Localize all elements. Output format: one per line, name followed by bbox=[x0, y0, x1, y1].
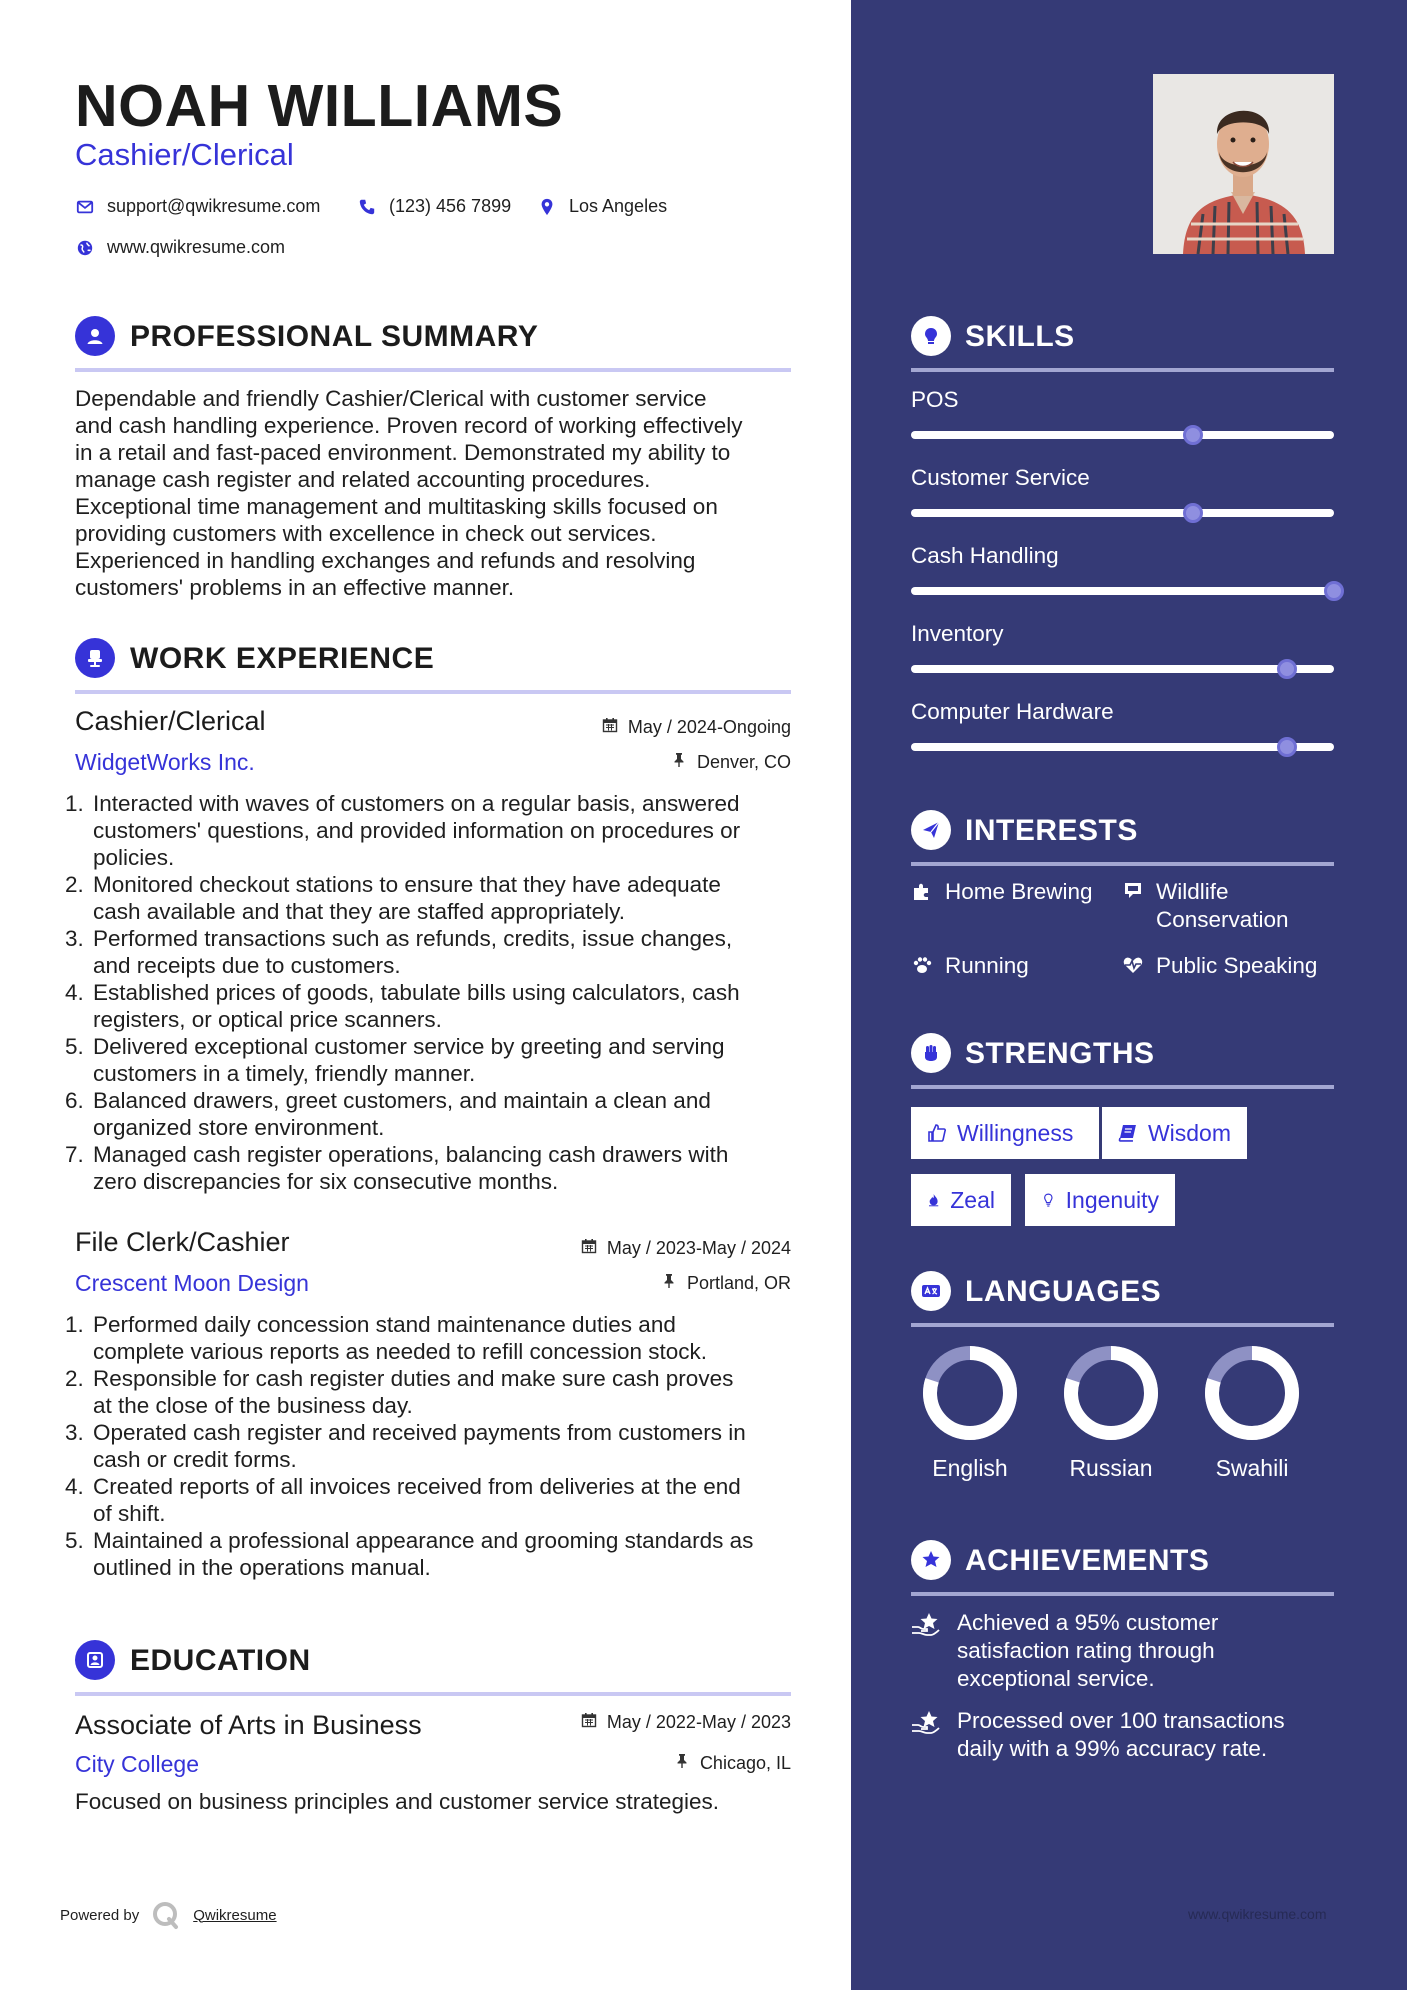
list-line: Managed cash register operations, balancing cash drawers with bbox=[93, 1142, 729, 1167]
list-line: customers in a timely, friendly manner. bbox=[93, 1061, 476, 1086]
summary-line: Experienced in handling exchanges and refunds and resolving bbox=[75, 548, 696, 573]
skill-level-knob bbox=[1183, 425, 1203, 445]
candidate-name: NOAH WILLIAMS bbox=[75, 73, 564, 139]
list-line: complete various reports as needed to refill concession stock. bbox=[93, 1339, 708, 1364]
interest-line: Conservation bbox=[1156, 907, 1289, 932]
language-item bbox=[1197, 1345, 1307, 1482]
list-number: 3. bbox=[65, 1420, 84, 1445]
interest-line: Public Speaking bbox=[1156, 953, 1318, 978]
contact-phone[interactable] bbox=[357, 196, 511, 217]
job-dates bbox=[602, 717, 791, 738]
language-item bbox=[915, 1345, 1025, 1482]
list-line: cash available and that they are staffed appropriately. bbox=[93, 899, 626, 924]
contact-location bbox=[537, 196, 667, 217]
dates-text: May / 2024-Ongoing bbox=[627, 717, 791, 737]
footer-website[interactable]: www.qwikresume.com bbox=[1188, 1906, 1327, 1922]
interest-label bbox=[1156, 878, 1289, 934]
languages-section-header bbox=[911, 1271, 1334, 1327]
language-name: Swahili bbox=[1215, 1455, 1289, 1481]
list-item bbox=[65, 1473, 795, 1527]
graduate-icon bbox=[75, 1640, 115, 1680]
profile-photo bbox=[1153, 74, 1334, 254]
job-title: Cashier/Clerical bbox=[75, 706, 266, 736]
phone-icon bbox=[357, 197, 377, 217]
list-item bbox=[65, 790, 795, 871]
list-line: and receipts due to customers. bbox=[93, 953, 401, 978]
job-location bbox=[661, 1273, 791, 1294]
strengths-section-header bbox=[911, 1033, 1334, 1089]
language-name: English bbox=[932, 1455, 1008, 1481]
qwikresume-logo-icon bbox=[151, 1900, 181, 1930]
summary-text bbox=[75, 385, 791, 601]
list-item bbox=[65, 1419, 795, 1473]
education-section-header bbox=[75, 1640, 791, 1696]
interest-line: Wildlife bbox=[1156, 879, 1229, 904]
calendar-icon bbox=[581, 1712, 597, 1733]
list-number: 4. bbox=[65, 980, 84, 1005]
list-number: 1. bbox=[65, 791, 84, 816]
candidate-title: Cashier/Clerical bbox=[75, 137, 294, 172]
skill-level-bar bbox=[911, 665, 1334, 673]
list-line: Performed transactions such as refunds, credits, issue changes, bbox=[93, 926, 733, 951]
thumbs-up-icon bbox=[927, 1123, 947, 1143]
list-line: Created reports of all invoices received from deliveries at the end bbox=[93, 1474, 741, 1499]
skill-name: Customer Service bbox=[911, 465, 1090, 490]
education-heading: EDUCATION bbox=[130, 1644, 311, 1677]
list-line: cash or credit forms. bbox=[93, 1447, 297, 1472]
flag-icon bbox=[1122, 880, 1144, 902]
location-text: Chicago, IL bbox=[699, 1753, 791, 1773]
hand-star-icon bbox=[911, 1709, 943, 1735]
skill-level-bar bbox=[911, 509, 1334, 517]
location-text: Los Angeles bbox=[569, 196, 668, 216]
achievement-item bbox=[911, 1707, 1334, 1763]
list-line: zero discrepancies for six consecutive months. bbox=[93, 1169, 559, 1194]
interest-label bbox=[945, 952, 1029, 980]
strength-chip bbox=[1025, 1174, 1175, 1226]
strengths-divider bbox=[911, 1085, 1334, 1089]
school-name: City College bbox=[75, 1751, 199, 1777]
achievement-item bbox=[911, 1609, 1334, 1693]
achievement-line: Processed over 100 transactions bbox=[957, 1708, 1285, 1733]
list-line: Established prices of goods, tabulate bills using calculators, cash bbox=[93, 980, 740, 1005]
interests-section-header bbox=[911, 810, 1334, 866]
list-line: Operated cash register and received payments from customers in bbox=[93, 1420, 746, 1445]
job-title: File Clerk/Cashier bbox=[75, 1227, 290, 1257]
skill-name: Cash Handling bbox=[911, 543, 1059, 568]
language-name: Russian bbox=[1069, 1455, 1153, 1481]
skills-heading: SKILLS bbox=[965, 320, 1075, 353]
pushpin-icon bbox=[674, 1753, 690, 1774]
skill-level-knob bbox=[1277, 737, 1297, 757]
strength-label: Willingness bbox=[957, 1119, 1074, 1146]
education-description: Focused on business principles and customer service strategies. bbox=[75, 1789, 720, 1814]
list-line: Balanced drawers, greet customers, and maintain a clean and bbox=[93, 1088, 711, 1113]
book-icon bbox=[1118, 1123, 1138, 1143]
powered-by[interactable] bbox=[60, 1900, 277, 1930]
list-line: outlined in the operations manual. bbox=[93, 1555, 431, 1580]
job-responsibilities bbox=[65, 790, 795, 1195]
achievements-section-header bbox=[911, 1540, 1334, 1596]
website-text: www.qwikresume.com bbox=[107, 237, 286, 257]
paw-icon bbox=[911, 954, 933, 976]
summary-divider bbox=[75, 368, 791, 372]
list-line: registers, or optical price scanners. bbox=[93, 1007, 442, 1032]
puzzle-icon bbox=[911, 880, 933, 902]
lightbulb-icon bbox=[911, 316, 951, 356]
calendar-icon bbox=[581, 1238, 597, 1259]
list-line: customers' questions, and provided information on procedures or bbox=[93, 818, 741, 843]
skills-divider bbox=[911, 368, 1334, 372]
list-item bbox=[65, 1087, 795, 1141]
strength-label: Wisdom bbox=[1147, 1119, 1231, 1146]
list-number: 3. bbox=[65, 926, 84, 951]
achievement-text bbox=[957, 1707, 1285, 1763]
skill-name: Inventory bbox=[911, 621, 1004, 646]
fist-icon bbox=[911, 1033, 951, 1073]
calendar-icon bbox=[602, 717, 618, 738]
list-item bbox=[65, 1365, 795, 1419]
list-line: of shift. bbox=[93, 1501, 166, 1526]
summary-line: and cash handling experience. Proven record of working effectively bbox=[75, 413, 743, 438]
list-item bbox=[65, 1311, 795, 1365]
education-location bbox=[674, 1753, 791, 1774]
phone-text: (123) 456 7899 bbox=[389, 196, 512, 216]
location-text: Portland, OR bbox=[686, 1273, 791, 1293]
skill-level-bar bbox=[911, 431, 1334, 439]
list-number: 6. bbox=[65, 1088, 84, 1113]
skills-section-header bbox=[911, 316, 1334, 372]
user-icon bbox=[75, 316, 115, 356]
pushpin-icon bbox=[671, 752, 687, 773]
powered-by-label: Powered by bbox=[60, 1906, 140, 1924]
strength-chip bbox=[1102, 1107, 1247, 1159]
achievement-text bbox=[957, 1609, 1218, 1693]
email-text: support@qwikresume.com bbox=[107, 196, 321, 216]
dates-text: May / 2023-May / 2024 bbox=[606, 1238, 791, 1258]
company-name: Crescent Moon Design bbox=[75, 1270, 309, 1296]
achievement-line: Achieved a 95% customer bbox=[957, 1610, 1219, 1635]
skill-level-bar bbox=[911, 743, 1334, 751]
strengths-heading: STRENGTHS bbox=[965, 1037, 1155, 1070]
summary-line: Exceptional time management and multitasking skills focused on bbox=[75, 494, 718, 519]
experience-heading: WORK EXPERIENCE bbox=[130, 642, 435, 675]
achievement-line: exceptional service. bbox=[957, 1666, 1155, 1691]
experience-divider bbox=[75, 690, 791, 694]
list-item bbox=[65, 1033, 795, 1087]
language-level-ring bbox=[1063, 1345, 1159, 1441]
globe-icon bbox=[75, 238, 95, 258]
list-item bbox=[65, 1141, 795, 1195]
paper-plane-icon bbox=[911, 810, 951, 850]
list-line: Maintained a professional appearance and grooming standards as bbox=[93, 1528, 754, 1553]
map-pin-icon bbox=[537, 197, 557, 217]
job-location bbox=[671, 752, 791, 773]
job-dates bbox=[581, 1238, 791, 1259]
summary-line: Dependable and friendly Cashier/Clerical with customer service bbox=[75, 386, 707, 411]
location-text: Denver, CO bbox=[696, 752, 791, 772]
language-level-ring bbox=[922, 1345, 1018, 1441]
company-name: WidgetWorks Inc. bbox=[75, 749, 255, 775]
strength-label: Zeal bbox=[950, 1186, 995, 1213]
list-number: 4. bbox=[65, 1474, 84, 1499]
list-line: Monitored checkout stations to ensure that they have adequate bbox=[93, 872, 721, 897]
skill-name: Computer Hardware bbox=[911, 699, 1114, 724]
hand-star-icon bbox=[911, 1611, 943, 1637]
contact-email[interactable] bbox=[75, 196, 320, 217]
skill-level-knob bbox=[1183, 503, 1203, 523]
list-number: 2. bbox=[65, 1366, 84, 1391]
achievements-divider bbox=[911, 1592, 1334, 1596]
summary-line: providing customers with excellence in check out services. bbox=[75, 521, 657, 546]
interest-line: Home Brewing bbox=[945, 879, 1093, 904]
skill-level-knob bbox=[1277, 659, 1297, 679]
list-line: at the close of the business day. bbox=[93, 1393, 413, 1418]
contact-website[interactable] bbox=[75, 237, 285, 258]
list-line: Performed daily concession stand maintenance duties and bbox=[93, 1312, 676, 1337]
star-badge-icon bbox=[911, 1540, 951, 1580]
skill-level-knob bbox=[1324, 581, 1344, 601]
list-item bbox=[65, 1527, 795, 1581]
interest-label bbox=[945, 878, 1093, 906]
briefcase-chair-icon bbox=[75, 638, 115, 678]
education-divider bbox=[75, 1692, 791, 1696]
interest-item bbox=[911, 952, 1029, 980]
interest-item bbox=[911, 878, 1093, 906]
flame-icon bbox=[927, 1190, 940, 1210]
interest-line: Running bbox=[945, 953, 1029, 978]
list-line: Responsible for cash register duties and make sure cash proves bbox=[93, 1366, 734, 1391]
list-item bbox=[65, 925, 795, 979]
interest-item bbox=[1122, 878, 1289, 934]
strength-chip bbox=[911, 1107, 1099, 1159]
list-line: organized store environment. bbox=[93, 1115, 385, 1140]
heartbeat-icon bbox=[1122, 954, 1144, 976]
dates-text: May / 2022-May / 2023 bbox=[606, 1712, 791, 1732]
list-item bbox=[65, 979, 795, 1033]
languages-heading: LANGUAGES bbox=[965, 1275, 1162, 1308]
translate-icon bbox=[911, 1271, 951, 1311]
list-number: 2. bbox=[65, 872, 84, 897]
interest-label bbox=[1156, 952, 1317, 980]
list-line: Delivered exceptional customer service by greeting and serving bbox=[93, 1034, 725, 1059]
language-item bbox=[1056, 1345, 1166, 1482]
summary-line: in a retail and fast-paced environment. Demonstrated my ability to bbox=[75, 440, 731, 465]
skill-level-bar bbox=[911, 587, 1334, 595]
interests-heading: INTERESTS bbox=[965, 814, 1138, 847]
summary-line: manage cash register and related accounting procedures. bbox=[75, 467, 651, 492]
list-line: policies. bbox=[93, 845, 175, 870]
list-number: 5. bbox=[65, 1528, 84, 1553]
skill-name: POS bbox=[911, 387, 959, 412]
strength-label: Ingenuity bbox=[1065, 1186, 1159, 1213]
job-responsibilities bbox=[65, 1311, 795, 1581]
languages-divider bbox=[911, 1323, 1334, 1327]
interest-item bbox=[1122, 952, 1317, 980]
pushpin-icon bbox=[661, 1273, 677, 1294]
list-number: 1. bbox=[65, 1312, 84, 1337]
achievements-heading: ACHIEVEMENTS bbox=[965, 1544, 1210, 1577]
list-line: Interacted with waves of customers on a regular basis, answered bbox=[93, 791, 740, 816]
envelope-icon bbox=[75, 197, 95, 217]
brand-link[interactable]: Qwikresume bbox=[193, 1906, 277, 1924]
summary-heading: PROFESSIONAL SUMMARY bbox=[130, 320, 539, 353]
summary-section-header bbox=[75, 316, 791, 372]
strength-chip bbox=[911, 1174, 1011, 1226]
degree-title: Associate of Arts in Business bbox=[75, 1710, 422, 1740]
list-number: 5. bbox=[65, 1034, 84, 1059]
list-number: 7. bbox=[65, 1142, 84, 1167]
achievement-line: daily with a 99% accuracy rate. bbox=[957, 1736, 1268, 1761]
list-item bbox=[65, 871, 795, 925]
interests-divider bbox=[911, 862, 1334, 866]
summary-line: customers' problems in an effective manner. bbox=[75, 575, 515, 600]
experience-section-header bbox=[75, 638, 791, 694]
education-dates bbox=[581, 1712, 791, 1733]
lightbulb-icon bbox=[1041, 1190, 1056, 1210]
language-level-ring bbox=[1204, 1345, 1300, 1441]
achievement-line: satisfaction rating through bbox=[957, 1638, 1215, 1663]
